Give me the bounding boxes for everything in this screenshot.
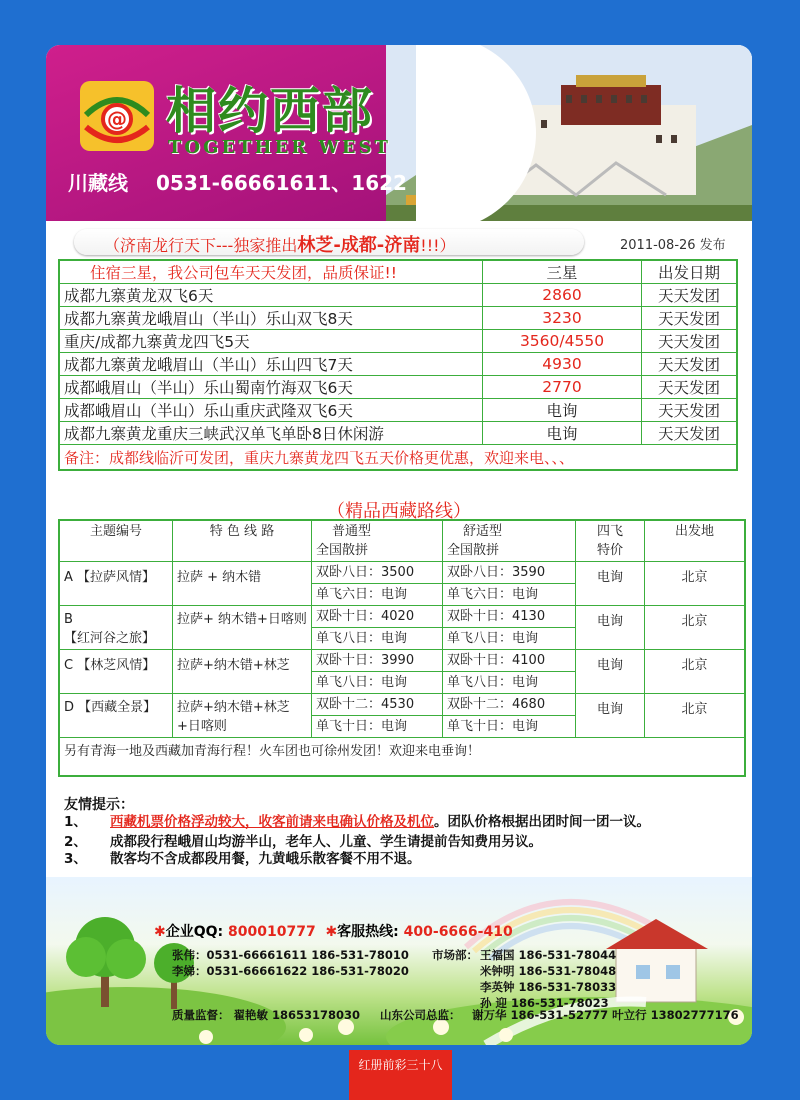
svg-text:@: @: [107, 107, 127, 131]
market-contact: 米钟明 186-531-78048: [480, 964, 617, 978]
quality-supervision: 质量监督： 翟艳敏 18653178030: [172, 1008, 361, 1022]
header-comfort-l2: 全国散拼: [447, 543, 500, 558]
route-price: 2770: [483, 376, 642, 399]
tip-item: [64, 851, 744, 868]
route-name: 重庆/成都九寨黄龙四飞5天: [59, 330, 483, 353]
route-phone: 0531-66661611、1622: [156, 171, 407, 195]
header-four-l1: 四飞: [596, 524, 623, 539]
comfort-price: 单飞八日：电询: [443, 628, 576, 650]
header-four-l2: 特价: [596, 543, 623, 558]
brand-name-cn: 相约西部: [166, 82, 374, 140]
theme-code: C: [64, 658, 74, 673]
header-comfort: [443, 520, 576, 562]
route-title: 川藏线: [68, 171, 128, 195]
route-departure: 天天发团: [642, 376, 738, 399]
route-name: 成都峨眉山（半山）乐山重庆武隆双飞6天: [59, 399, 483, 422]
table-note-row: [59, 445, 737, 471]
header-theme: 主题编号: [59, 520, 173, 562]
hotline-number: 400-6666-410: [403, 924, 513, 940]
theme-cell: [59, 606, 173, 650]
standard-price: 单飞八日：电询: [312, 672, 443, 694]
table-row: [59, 694, 745, 716]
route-price: 电询: [483, 399, 642, 422]
tip-text: 成都段行程峨眉山均游半山，老年人、儿童、学生请提前告知费用另议。: [110, 834, 542, 850]
table-header-cell: 住宿三星，我公司包车天天发团，品质保证!!: [59, 260, 483, 284]
four-flight-price: 电询: [576, 606, 645, 650]
four-flight-price: 电询: [576, 562, 645, 606]
tip-item: [64, 814, 744, 831]
header-standard: [312, 520, 443, 562]
tip-text: 。团队价格根据出团时间一团一议。: [434, 814, 650, 830]
route-cell: 拉萨+ 纳木错+日喀则: [173, 606, 312, 650]
brand-name-en: TOGETHER WEST: [168, 137, 391, 158]
table-row: [59, 284, 737, 307]
route-cell: 拉萨 + 纳木错: [173, 562, 312, 606]
route-price: 4930: [483, 353, 642, 376]
departure-city: 北京: [645, 562, 746, 606]
market-contact: 孙 迎 186-531-78023: [480, 996, 609, 1010]
slogan-suffix: !!!）: [420, 236, 456, 255]
market-label: 市场部：: [432, 948, 478, 962]
market-contact: 王福国 186-531-78044: [480, 948, 617, 962]
route-name: 成都峨眉山（半山）乐山蜀南竹海双飞6天: [59, 376, 483, 399]
route-name: 成都九寨黄龙双飞6天: [59, 284, 483, 307]
slogan-text: [104, 231, 456, 257]
table-row: [59, 650, 745, 672]
tip-text: 散客均不含成都段用餐，九黄峨乐散客餐不用不退。: [110, 851, 421, 867]
theme-name: 【拉萨风情】: [77, 570, 156, 585]
table-row: [59, 376, 737, 399]
route-departure: 天天发团: [642, 353, 738, 376]
theme-code: D: [64, 700, 75, 715]
route-cell: 拉萨+纳木错+林芝: [173, 650, 312, 694]
table-row: [59, 399, 737, 422]
comfort-price: 双卧十日：4130: [443, 606, 576, 628]
brand-logo-icon: [76, 75, 158, 157]
standard-price: 双卧八日：3500: [312, 562, 443, 584]
table-row: [59, 353, 737, 376]
four-flight-price: 电询: [576, 650, 645, 694]
theme-cell: [59, 650, 173, 694]
route-price: 3560/4550: [483, 330, 642, 353]
theme-name: 【红河谷之旅】: [64, 631, 156, 646]
theme-name: 【林芝风情】: [77, 658, 156, 673]
route-departure: 天天发团: [642, 422, 738, 445]
standard-price: 单飞六日：电询: [312, 584, 443, 606]
publish-date: 2011-08-26 发布: [620, 238, 726, 253]
flyer-sheet: [46, 45, 752, 1045]
qq-number: 800010777: [228, 924, 316, 940]
comfort-price: 单飞八日：电询: [443, 672, 576, 694]
sichuan-route-table: [58, 259, 738, 471]
theme-code: B: [64, 612, 73, 627]
contact-li: 李娣：0531-66661622 186-531-78020: [172, 964, 409, 978]
comfort-price: 双卧八日：3590: [443, 562, 576, 584]
tips-title: 友情提示：: [64, 797, 134, 813]
departure-city: 北京: [645, 694, 746, 738]
standard-price: 单飞十日：电询: [312, 716, 443, 738]
header-four-flight: [576, 520, 645, 562]
contact-zhang: 张伟：0531-66661611 186-531-78010: [172, 948, 409, 962]
departure-city: 北京: [645, 650, 746, 694]
departure-city: 北京: [645, 606, 746, 650]
slogan-bar: [60, 229, 736, 255]
page-tab: 红册前彩三十八: [349, 1050, 452, 1100]
slogan-highlight: 林芝-成都-济南: [297, 235, 421, 256]
header-standard-l1: 普通型: [332, 524, 372, 539]
route-name: 成都九寨黄龙重庆三峡武汉单飞单卧8日休闲游: [59, 422, 483, 445]
star-icon: ✱: [154, 924, 166, 940]
table-footer-row: [59, 738, 745, 777]
route-price: 3230: [483, 307, 642, 330]
route-price: 电询: [483, 422, 642, 445]
route-name: 成都九寨黄龙峨眉山（半山）乐山四飞7天: [59, 353, 483, 376]
comfort-price: 双卧十日：4100: [443, 650, 576, 672]
sd-director-label: 山东公司总监：: [380, 1008, 461, 1022]
route-name: 成都九寨黄龙峨眉山（半山）乐山双飞8天: [59, 307, 483, 330]
header-route: 特 色 线 路: [173, 520, 312, 562]
sd-director-contacts: 谢万华 186-531-52777 叶立行 13802777176: [472, 1008, 739, 1022]
tip-highlight: 西藏机票价格浮动较大，收客前请来电确认价格及机位: [110, 814, 434, 830]
tibet-section-title: （精品西藏路线）: [327, 501, 471, 522]
theme-code: A: [64, 570, 73, 585]
header-depart: 出发地: [645, 520, 746, 562]
header-standard-l2: 全国散拼: [316, 543, 369, 558]
route-departure: 天天发团: [642, 330, 738, 353]
table-footer-note: 另有青海一地及西藏加青海行程！火车团也可徐州发团！欢迎来电垂询！: [59, 738, 745, 777]
comfort-price: 单飞十日：电询: [443, 716, 576, 738]
four-flight-price: 电询: [576, 694, 645, 738]
route-departure: 天天发团: [642, 399, 738, 422]
table-note: 备注：成都线临沂可发团，重庆九寨黄龙四飞五天价格更优惠，欢迎来电、、、: [59, 445, 737, 471]
standard-price: 双卧十二：4530: [312, 694, 443, 716]
route-price: 2860: [483, 284, 642, 307]
slogan-prefix: （济南龙行天下---独家推出: [104, 236, 298, 255]
table-header-cell: 出发日期: [642, 260, 738, 284]
standard-price: 单飞八日：电询: [312, 628, 443, 650]
qq-label: 企业QQ:: [165, 924, 224, 940]
table-row: [59, 422, 737, 445]
standard-price: 双卧十日：3990: [312, 650, 443, 672]
table-header-row: [59, 260, 737, 284]
route-departure: 天天发团: [642, 307, 738, 330]
standard-price: 双卧十日：4020: [312, 606, 443, 628]
tibet-route-table: [58, 519, 746, 777]
tips-section: [64, 797, 744, 868]
comfort-price: 双卧十二：4680: [443, 694, 576, 716]
slogan-pill: [74, 229, 584, 255]
table-row: [59, 307, 737, 330]
table-row: [59, 330, 737, 353]
tip-number: 3、: [64, 851, 87, 867]
tip-number: 2、: [64, 834, 87, 850]
table-row: [59, 606, 745, 628]
tip-item: [64, 834, 744, 851]
table-header-row: [59, 520, 745, 562]
route-cell: 拉萨+纳木错+林芝+日喀则: [173, 694, 312, 738]
market-contact: 李英钟 186-531-78033: [480, 980, 617, 994]
star-icon: ✱: [325, 924, 338, 940]
comfort-price: 单飞六日：电询: [443, 584, 576, 606]
qq-hotline-line: [154, 921, 513, 941]
theme-name: 【西藏全景】: [78, 700, 157, 715]
route-departure: 天天发团: [642, 284, 738, 307]
header-banner: [46, 45, 752, 221]
table-row: [59, 562, 745, 584]
table-header-cell: 三星: [483, 260, 642, 284]
theme-cell: [59, 694, 173, 738]
theme-cell: [59, 562, 173, 606]
tip-number: 1、: [64, 814, 87, 830]
header-comfort-l1: 舒适型: [463, 524, 503, 539]
hotline-label: 客服热线:: [337, 924, 399, 940]
